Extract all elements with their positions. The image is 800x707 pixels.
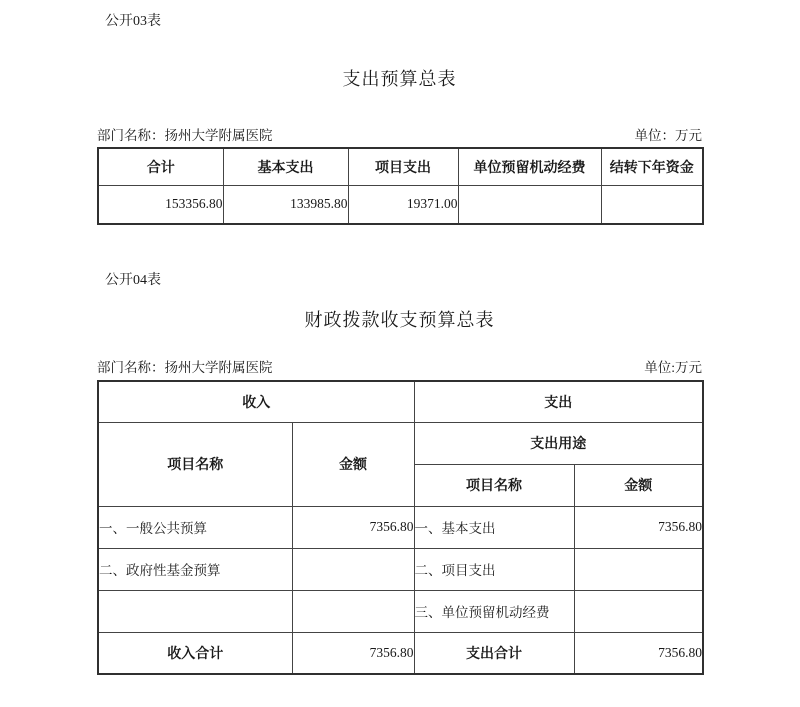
- header-carryover-funds: 结转下年资金: [601, 148, 703, 185]
- fiscal-appropriation-table: [97, 380, 704, 675]
- expense-amount-project: [574, 548, 703, 590]
- section-04-label: 公开04表: [105, 273, 161, 288]
- header-expense-use: 支出用途: [414, 422, 703, 464]
- header-income: 收入: [98, 381, 414, 422]
- table-row: [98, 185, 703, 224]
- expense-amount-reserved-funds: [574, 590, 703, 632]
- header-basic-expenditure: 基本支出: [223, 148, 348, 185]
- expenditure-summary-table: [97, 147, 704, 225]
- fiscal-appropriation-title: 财政拨款收支预算总表: [304, 310, 495, 330]
- header-expense: 支出: [414, 381, 703, 422]
- table-row: [98, 148, 703, 185]
- table-row: [98, 422, 703, 464]
- value-reserved-funds: [458, 185, 601, 224]
- table-row: [98, 632, 703, 674]
- header-income-item-name: 项目名称: [98, 422, 292, 506]
- header-total: 合计: [98, 148, 223, 185]
- expenditure-summary-title: 支出预算总表: [342, 69, 457, 89]
- header-expense-amount: 金额: [574, 464, 703, 506]
- income-item-general-public-budget: 一、一般公共预算: [98, 506, 292, 548]
- income-item-empty: [98, 590, 292, 632]
- income-amount-empty: [292, 590, 414, 632]
- value-total: 153356.80: [98, 185, 223, 224]
- value-basic-expenditure: 133985.80: [223, 185, 348, 224]
- header-project-expenditure: 项目支出: [348, 148, 458, 185]
- income-total-label: 收入合计: [98, 632, 292, 674]
- section-03-label: 公开03表: [105, 14, 161, 29]
- income-amount-govt-fund-budget: [292, 548, 414, 590]
- header-expense-item-name: 项目名称: [414, 464, 574, 506]
- expense-total-value: 7356.80: [574, 632, 703, 674]
- table-04-meta: [97, 359, 702, 376]
- income-item-govt-fund-budget: 二、政府性基金预算: [98, 548, 292, 590]
- header-income-amount: 金额: [292, 422, 414, 506]
- expense-total-label: 支出合计: [414, 632, 574, 674]
- value-carryover-funds: [601, 185, 703, 224]
- income-total-value: 7356.80: [292, 632, 414, 674]
- table-row: [98, 506, 703, 548]
- header-reserved-funds: 单位预留机动经费: [458, 148, 601, 185]
- value-project-expenditure: 19371.00: [348, 185, 458, 224]
- expense-item-reserved-funds: 三、单位预留机动经费: [414, 590, 574, 632]
- unit-label: 单位:万元: [644, 360, 702, 375]
- table-03-meta: [97, 127, 702, 144]
- expense-amount-basic: 7356.80: [574, 506, 703, 548]
- dept-name-label: 部门名称：扬州大学附属医院: [97, 360, 273, 375]
- dept-name-label: 部门名称：扬州大学附属医院: [97, 128, 273, 143]
- income-amount-general-public-budget: 7356.80: [292, 506, 414, 548]
- table-row: [98, 548, 703, 590]
- table-row: [98, 381, 703, 422]
- table-row: [98, 590, 703, 632]
- expense-item-project: 二、项目支出: [414, 548, 574, 590]
- expense-item-basic: 一、基本支出: [414, 506, 574, 548]
- unit-label: 单位：万元: [634, 128, 702, 143]
